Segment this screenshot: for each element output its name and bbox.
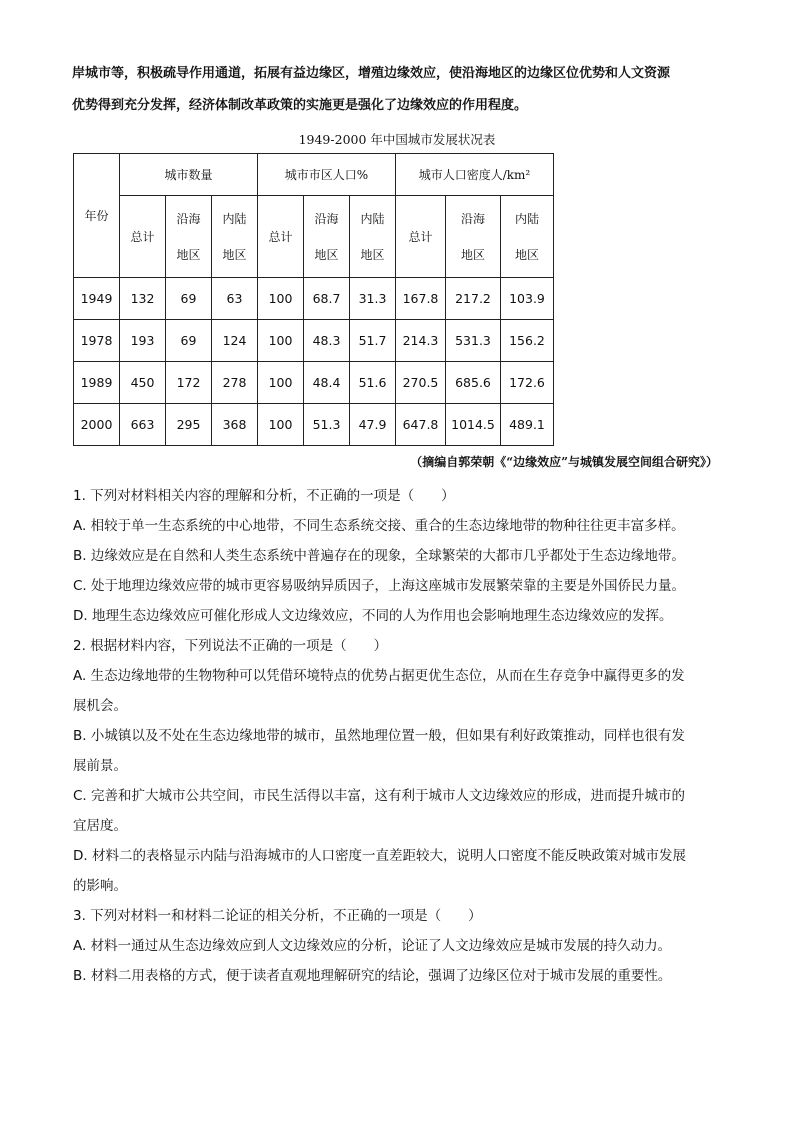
sub-header-5 bbox=[350, 196, 396, 278]
table-cell: 69 bbox=[166, 278, 212, 320]
table-cell: 172 bbox=[166, 362, 212, 404]
question-line: 1. 下列对材料相关内容的理解和分析，不正确的一项是（ ） bbox=[73, 488, 455, 504]
question-line: 3. 下列对材料一和材料二论证的相关分析，不正确的一项是（ ） bbox=[73, 908, 482, 924]
sub-header-3 bbox=[258, 196, 304, 278]
question-line-continued: 展前景。 bbox=[73, 758, 127, 774]
group-header-city-count: 城市数量 bbox=[120, 154, 258, 196]
table-cell: 647.8 bbox=[396, 404, 446, 446]
table-row bbox=[74, 362, 554, 404]
table-cell: 489.1 bbox=[501, 404, 554, 446]
sub-header-label bbox=[314, 201, 338, 273]
sub-header-text: 地区 bbox=[460, 247, 485, 262]
table-cell: 132 bbox=[120, 278, 166, 320]
table-title: 1949-2000 年中国城市发展状况表 bbox=[298, 132, 496, 147]
sub-header-label bbox=[268, 219, 292, 255]
question-line: B. 小城镇以及不处在生态边缘地带的城市，虽然地理位置一般，但如果有利好政策推动，同样也很有发 bbox=[73, 728, 685, 744]
question-line: C. 完善和扩大城市公共空间，市民生活得以丰富，这有利于城市人文边缘效应的形成，进而提升城市的 bbox=[73, 788, 686, 804]
sub-header-text: 地区 bbox=[222, 247, 247, 262]
questions-section bbox=[73, 481, 733, 991]
table-cell: 278 bbox=[212, 362, 258, 404]
table-cell: 51.3 bbox=[304, 404, 350, 446]
table-cell: 31.3 bbox=[350, 278, 396, 320]
sub-header-8 bbox=[501, 196, 554, 278]
sub-header-label bbox=[176, 201, 200, 273]
sub-header-label bbox=[408, 219, 432, 255]
question-line: D. 材料二的表格显示内陆与沿海城市的人口密度一直差距较大，说明人口密度不能反映政策对城市发展 bbox=[73, 848, 686, 864]
question-line-continued: 的影响。 bbox=[73, 878, 127, 894]
sub-header-text: 地区 bbox=[176, 247, 201, 262]
table-cell: 270.5 bbox=[396, 362, 446, 404]
question-line: A. 材料一通过从生态边缘效应到人文边缘效应的分析，论证了人文边缘效应是城市发展的持久动力。 bbox=[73, 938, 672, 954]
table-cell: 100 bbox=[258, 320, 304, 362]
question-line: B. 边缘效应是在自然和人类生态系统中普遍存在的现象，全球繁荣的大都市几乎都处于生态边缘地带。 bbox=[73, 548, 685, 564]
sub-header-text: 地区 bbox=[314, 247, 339, 262]
city-development-table bbox=[73, 153, 554, 446]
table-cell: 531.3 bbox=[446, 320, 501, 362]
table-cell: 156.2 bbox=[501, 320, 554, 362]
table-cell: 663 bbox=[120, 404, 166, 446]
question-line: B. 材料二用表格的方式，便于读者直观地理解研究的结论，强调了边缘区位对于城市发展的重要性。 bbox=[73, 968, 672, 984]
sub-header-text: 地区 bbox=[360, 247, 385, 262]
sub-header-text: 内陆 bbox=[360, 211, 385, 226]
sub-header-text: 地区 bbox=[514, 247, 539, 262]
sub-header-label bbox=[515, 201, 539, 273]
question-line: C. 处于地理边缘效应带的城市更容易吸纳异质因子，上海这座城市发展繁荣靠的主要是外国侨民力量。 bbox=[73, 578, 686, 594]
year-cell: 2000 bbox=[74, 404, 120, 446]
table-cell: 69 bbox=[166, 320, 212, 362]
question-line: D. 地理生态边缘效应可催化形成人文边缘效应，不同的人为作用也会影响地理生态边缘效应的发挥。 bbox=[73, 608, 673, 624]
sub-header-6 bbox=[396, 196, 446, 278]
sub-header-text: 总计 bbox=[408, 229, 433, 244]
table-cell: 450 bbox=[120, 362, 166, 404]
intro-line-1: 岸城市等，积极疏导作用通道，拓展有益边缘区，增殖边缘效应，使沿海地区的边缘区位优势和人文资源 bbox=[72, 66, 671, 81]
table-cell: 100 bbox=[258, 362, 304, 404]
intro-paragraph bbox=[72, 58, 722, 122]
year-cell: 1949 bbox=[74, 278, 120, 320]
table-cell: 51.6 bbox=[350, 362, 396, 404]
sub-header-label bbox=[130, 219, 154, 255]
table-cell: 685.6 bbox=[446, 362, 501, 404]
sub-header-7 bbox=[446, 196, 501, 278]
table-header-row-2 bbox=[74, 196, 554, 278]
sub-header-text: 总计 bbox=[268, 229, 293, 244]
sub-header-text: 沿海 bbox=[314, 211, 339, 226]
table-cell: 100 bbox=[258, 278, 304, 320]
sub-header-1 bbox=[166, 196, 212, 278]
question-line-continued: 宜居度。 bbox=[73, 818, 127, 834]
sub-header-text: 内陆 bbox=[514, 211, 539, 226]
table-cell: 217.2 bbox=[446, 278, 501, 320]
sub-header-text: 沿海 bbox=[176, 211, 201, 226]
table-body bbox=[74, 278, 554, 446]
sub-header-0 bbox=[120, 196, 166, 278]
sub-header-label bbox=[360, 201, 384, 273]
table-row bbox=[74, 404, 554, 446]
table-cell: 295 bbox=[166, 404, 212, 446]
table-cell: 48.4 bbox=[304, 362, 350, 404]
group-header-urban-population: 城市市区人口% bbox=[258, 154, 396, 196]
table-cell: 124 bbox=[212, 320, 258, 362]
table-cell: 193 bbox=[120, 320, 166, 362]
year-cell: 1978 bbox=[74, 320, 120, 362]
sub-header-text: 内陆 bbox=[222, 211, 247, 226]
question-line: 2. 根据材料内容，下列说法不正确的一项是（ ） bbox=[73, 638, 388, 654]
sub-header-2 bbox=[212, 196, 258, 278]
group-header-population-density: 城市人口密度人/km² bbox=[396, 154, 554, 196]
sub-header-label bbox=[461, 201, 485, 273]
year-cell: 1989 bbox=[74, 362, 120, 404]
table-cell: 100 bbox=[258, 404, 304, 446]
sub-header-label bbox=[222, 201, 246, 273]
table-cell: 68.7 bbox=[304, 278, 350, 320]
table-cell: 103.9 bbox=[501, 278, 554, 320]
intro-line-2: 优势得到充分发挥，经济体制改革政策的实施更是强化了边缘效应的作用程度。 bbox=[72, 98, 528, 113]
question-line: A. 生态边缘地带的生物物种可以凭借环境特点的优势占据更优生态位，从而在生存竞争中赢得更多的发 bbox=[73, 668, 685, 684]
table-cell: 48.3 bbox=[304, 320, 350, 362]
sub-header-text: 沿海 bbox=[460, 211, 485, 226]
sub-header-text: 总计 bbox=[130, 229, 155, 244]
table-cell: 47.9 bbox=[350, 404, 396, 446]
table-header-row-1 bbox=[74, 154, 554, 196]
question-line-continued: 展机会。 bbox=[73, 698, 127, 714]
question-line: A. 相较于单一生态系统的中心地带，不同生态系统交接、重合的生态边缘地带的物种往往更丰富多样。 bbox=[73, 518, 685, 534]
table-cell: 368 bbox=[212, 404, 258, 446]
sub-header-4 bbox=[304, 196, 350, 278]
table-cell: 172.6 bbox=[501, 362, 554, 404]
table-cell: 1014.5 bbox=[446, 404, 501, 446]
table-source: （摘编自郭荣朝《“边缘效应”与城镇发展空间组合研究》） bbox=[410, 455, 718, 469]
table-cell: 214.3 bbox=[396, 320, 446, 362]
table-row bbox=[74, 320, 554, 362]
table-row bbox=[74, 278, 554, 320]
table-cell: 51.7 bbox=[350, 320, 396, 362]
table-cell: 167.8 bbox=[396, 278, 446, 320]
table-cell: 63 bbox=[212, 278, 258, 320]
year-header: 年份 bbox=[74, 154, 120, 278]
